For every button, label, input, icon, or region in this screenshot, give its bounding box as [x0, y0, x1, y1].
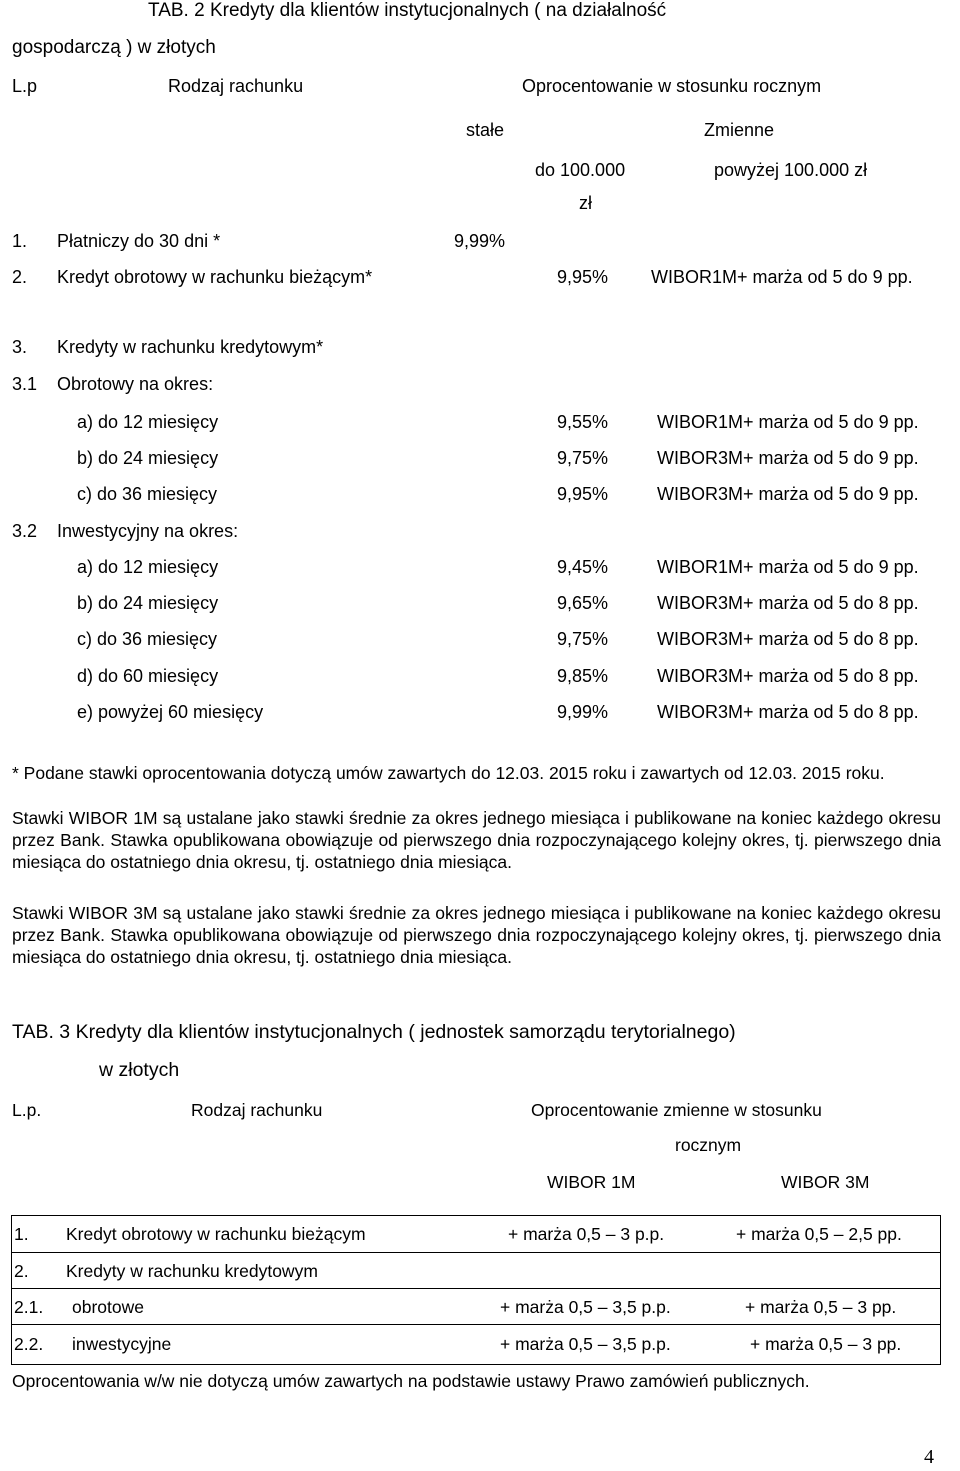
tab3-footer: Oprocentowania w/w nie dotyczą umów zawartych na podstawie ustawy Prawo zamówień publicznych. — [12, 1371, 810, 1391]
tab2-sub31-wibor: WIBOR1M+ marża od 5 do 9 pp. — [657, 412, 919, 432]
tab3-header-interest: Oprocentowanie zmienne w stosunku — [531, 1100, 822, 1120]
tab2-sub32-wibor: WIBOR1M+ marża od 5 do 9 pp. — [657, 557, 919, 577]
tab2-sub32-rate: 9,45% — [557, 557, 609, 577]
tab2-sub31-wibor: WIBOR3M+ marża od 5 do 9 pp. — [657, 448, 919, 468]
tab2-header-type: Rodzaj rachunku — [168, 76, 304, 96]
tab2-row31-num: 3.1 — [12, 374, 38, 394]
tab3-header-interest-cont: rocznym — [675, 1135, 742, 1155]
tab2-sub31-rate: 9,55% — [557, 412, 609, 432]
tab3-header-wibor3m: WIBOR 3M — [781, 1172, 870, 1192]
tab2-row2-rate: 9,95% — [557, 267, 609, 287]
tab2-sub31-label: c) do 36 miesięcy — [77, 484, 218, 504]
tab3-row-w3: + marża 0,5 – 3 pp. — [750, 1334, 902, 1354]
tab2-row1-label: Płatniczy do 30 dni * — [57, 231, 221, 251]
tab2-row32-label: Inwestycyjny na okres: — [57, 521, 239, 541]
tab3-header-type: Rodzaj rachunku — [191, 1100, 323, 1120]
tab2-header-up-to-unit: zł — [579, 193, 592, 213]
tab2-sub32-label: e) powyżej 60 miesięcy — [77, 702, 264, 722]
tab2-sub31-wibor: WIBOR3M+ marża od 5 do 9 pp. — [657, 484, 919, 504]
tab2-sub32-wibor: WIBOR3M+ marża od 5 do 8 pp. — [657, 629, 919, 649]
tab3-row-w1: + marża 0,5 – 3,5 p.p. — [500, 1297, 671, 1317]
tab2-row3-num: 3. — [12, 337, 28, 357]
tab2-title: TAB. 2 Kredyty dla klientów instytucjonalnych ( na działalność — [148, 0, 667, 21]
tab2-sub32-wibor: WIBOR3M+ marża od 5 do 8 pp. — [657, 666, 919, 686]
tab2-title-cont: gospodarczą ) w złotych — [12, 37, 216, 58]
tab2-sub32-label: c) do 36 miesięcy — [77, 629, 218, 649]
tab2-row31-label: Obrotowy na okres: — [57, 374, 214, 394]
tab2-header-lp: L.p — [12, 76, 38, 96]
tab2-sub32-label: b) do 24 miesięcy — [77, 593, 219, 613]
tab3-grid-line — [11, 1215, 12, 1365]
tab3-row-num: 2.1. — [14, 1297, 44, 1317]
tab2-sub32-wibor: WIBOR3M+ marża od 5 do 8 pp. — [657, 702, 919, 722]
tab2-sub32-rate: 9,75% — [557, 629, 609, 649]
tab2-sub31-rate: 9,95% — [557, 484, 609, 504]
tab2-header-above: powyżej 100.000 zł — [714, 160, 868, 180]
tab2-row1-num: 1. — [12, 231, 28, 251]
tab3-row-w1: + marża 0,5 – 3 p.p. — [508, 1224, 665, 1244]
tab3-row-w3: + marża 0,5 – 3 pp. — [745, 1297, 897, 1317]
tab3-header-lp: L.p. — [12, 1100, 42, 1120]
tab2-sub32-label: a) do 12 miesięcy — [77, 557, 219, 577]
tab3-row-num: 2. — [14, 1261, 29, 1281]
tab3-grid-line — [11, 1252, 941, 1253]
tab3-row-label: inwestycyjne — [72, 1334, 172, 1354]
tab3-row-label: Kredyt obrotowy w rachunku bieżącym — [66, 1224, 366, 1244]
tab2-sub31-label: b) do 24 miesięcy — [77, 448, 219, 468]
tab2-header-interest: Oprocentowanie w stosunku rocznym — [522, 76, 822, 96]
tab2-row2-label: Kredyt obrotowy w rachunku bieżącym* — [57, 267, 373, 287]
tab3-row-w3: + marża 0,5 – 2,5 pp. — [736, 1224, 902, 1244]
tab2-row2-num: 2. — [12, 267, 28, 287]
tab3-title-cont: w złotych — [99, 1059, 180, 1081]
footnote: * Podane stawki oprocentowania dotyczą umów zawartych do 12.03. 2015 roku i zawartych od 12.03. 2015 roku. — [12, 763, 885, 783]
page-number: 4 — [924, 1446, 934, 1468]
wibor-3m-note: Stawki WIBOR 3M są ustalane jako stawki średnie za okres jednego miesiąca i publikowane na koniec każdego okresu przez Bank. Stawka opublikowana obowiązuje od pierwszego dnia rozpoczynającego kolejny okres, tj. pierwszego dnia miesiąca do ostatniego dnia okresu, tj. ostatniego dnia miesiąca. — [12, 903, 941, 967]
tab3-row-num: 1. — [14, 1224, 29, 1244]
tab2-sub32-rate: 9,85% — [557, 666, 609, 686]
tab3-header-wibor1m: WIBOR 1M — [547, 1172, 636, 1192]
tab2-header-up-to: do 100.000 — [535, 160, 626, 180]
tab2-sub31-label: a) do 12 miesięcy — [77, 412, 219, 432]
tab3-row-w1: + marża 0,5 – 3,5 p.p. — [500, 1334, 671, 1354]
tab2-header-fixed: stałe — [466, 120, 505, 140]
tab2-sub32-rate: 9,65% — [557, 593, 609, 613]
tab3-row-label: obrotowe — [72, 1297, 144, 1317]
tab3-grid-line — [11, 1324, 941, 1325]
tab3-row-label: Kredyty w rachunku kredytowym — [66, 1261, 318, 1281]
tab2-header-variable: Zmienne — [704, 120, 775, 140]
tab2-row32-num: 3.2 — [12, 521, 38, 541]
tab2-row1-fixed: 9,99% — [454, 231, 506, 251]
tab2-sub32-label: d) do 60 miesięcy — [77, 666, 219, 686]
tab3-grid-line — [940, 1215, 941, 1365]
tab3-grid-line — [11, 1215, 941, 1216]
tab2-sub32-rate: 9,99% — [557, 702, 609, 722]
tab2-sub31-rate: 9,75% — [557, 448, 609, 468]
tab3-title: TAB. 3 Kredyty dla klientów instytucjonalnych ( jednostek samorządu terytorialnego) — [12, 1021, 736, 1043]
tab3-row-num: 2.2. — [14, 1334, 44, 1354]
tab2-row2-wibor: WIBOR1M+ marża od 5 do 9 pp. — [651, 267, 913, 287]
tab2-row3-label: Kredyty w rachunku kredytowym* — [57, 337, 324, 357]
tab3-grid-line — [11, 1364, 941, 1365]
wibor-1m-note: Stawki WIBOR 1M są ustalane jako stawki średnie za okres jednego miesiąca i publikowane na koniec każdego okresu przez Bank. Stawka opublikowana obowiązuje od pierwszego dnia rozpoczynającego kolejny okres, tj. pierwszego dnia miesiąca do ostatniego dnia okresu, tj. ostatniego dnia miesiąca. — [12, 808, 941, 872]
tab2-sub32-wibor: WIBOR3M+ marża od 5 do 8 pp. — [657, 593, 919, 613]
tab3-grid-line — [11, 1288, 941, 1289]
